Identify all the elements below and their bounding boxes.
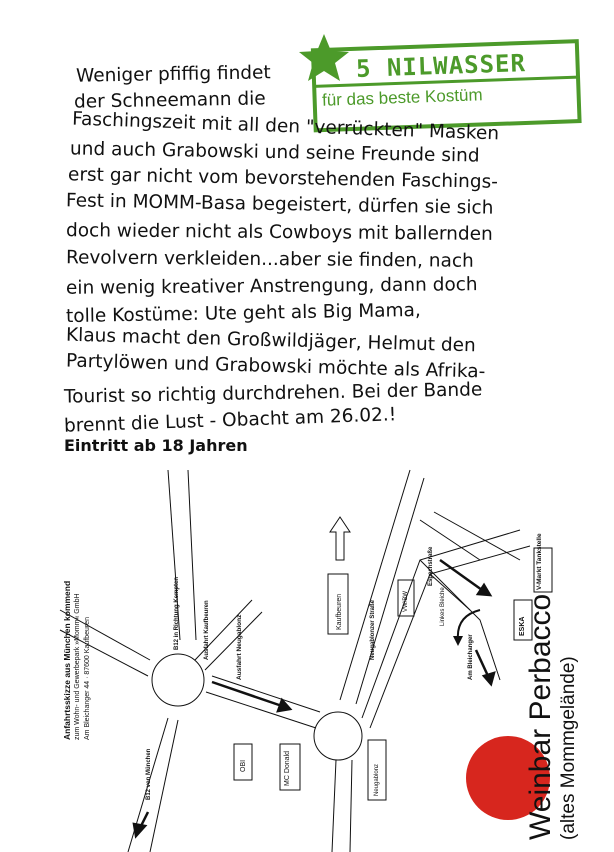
am-bleichanger-label: Am Bleichanger: [468, 634, 474, 680]
obi-label: OBI: [240, 759, 247, 772]
text-line: Partylöwen und Grabowski möchte als Afrika-: [65, 350, 486, 383]
venue-name: Weinbar Perbacco: [524, 593, 557, 840]
text-line: Revolvern verkleiden...aber sie finden, nach: [65, 247, 474, 272]
exit-neugablonz-label: Ausfahrt Neugablonz: [236, 614, 243, 680]
text-line: Fest in MOMM-Basa begeistert, dürfen sie sich: [65, 190, 494, 219]
mc-donald-label: MC Donald: [284, 750, 291, 786]
espachstrasse-label: Espachstraße: [428, 546, 434, 586]
text-line: erst gar nicht vom bevorstehenden Faschings-: [67, 164, 499, 193]
road-b12-kempten-label: B12 in Richtung Kempten: [174, 576, 180, 650]
road-b12-munich-label: B12 von München: [146, 748, 152, 800]
text-line: Weniger pfiffig findet: [75, 62, 271, 87]
text-line: der Schneemann die: [73, 88, 266, 113]
sketch-title: Anfahrtsskizze aus München kommend: [62, 580, 72, 740]
kaufbeuren-arrow-icon: [330, 517, 350, 560]
text-line: brennt die Lust - Obacht am 26.02.!: [63, 404, 397, 437]
text-line: Faschingszeit mit all den "verrückten" Masken: [71, 108, 500, 145]
v-markt-label: V-Markt Tankstelle: [536, 533, 543, 590]
neugablonz-label: Neugablonz: [374, 763, 380, 796]
stamp-subtitle: für das beste Kostüm: [321, 85, 483, 110]
links-bleiche-label: Linkes Bleiche: [440, 587, 446, 626]
text-line: tolle Kostüme: Ute geht als Big Mama,: [65, 299, 421, 328]
text-line: Klaus macht den Großwildjäger, Helmut den: [65, 324, 476, 357]
kaufbeuren-label: Kaufbeuren: [336, 593, 343, 630]
sketch-line2: zum Wohn- und Gewerbepark »Momm« GmbH: [74, 593, 81, 740]
entry-note: Eintritt ab 18 Jahren: [64, 436, 248, 455]
exit-kaufbeuren-label: Ausfahrt Kaufbeuren: [204, 600, 210, 660]
vwbw-label: VW/BW: [403, 591, 409, 612]
text-line: doch wieder nicht als Cowboys mit ballernden: [65, 220, 493, 245]
neugablonzer-strasse-label: Neugablonzer Straße: [370, 599, 376, 660]
text-line: Tourist so richtig durchdrehen. Bei der Bande: [63, 379, 483, 408]
text-line: ein wenig kreativer Anstrengung, dann doch: [65, 274, 478, 299]
venue-subtitle: (altes Mommgelände): [558, 656, 579, 840]
sketch-line3: Am Bleichanger 44 · 87600 Kaufbeuren: [84, 617, 91, 740]
text-line: und auch Grabowski und seine Freunde sind: [69, 138, 480, 167]
eska-label: ESKA: [519, 616, 526, 636]
stamp-title: 5 NILWASSER: [355, 49, 527, 83]
